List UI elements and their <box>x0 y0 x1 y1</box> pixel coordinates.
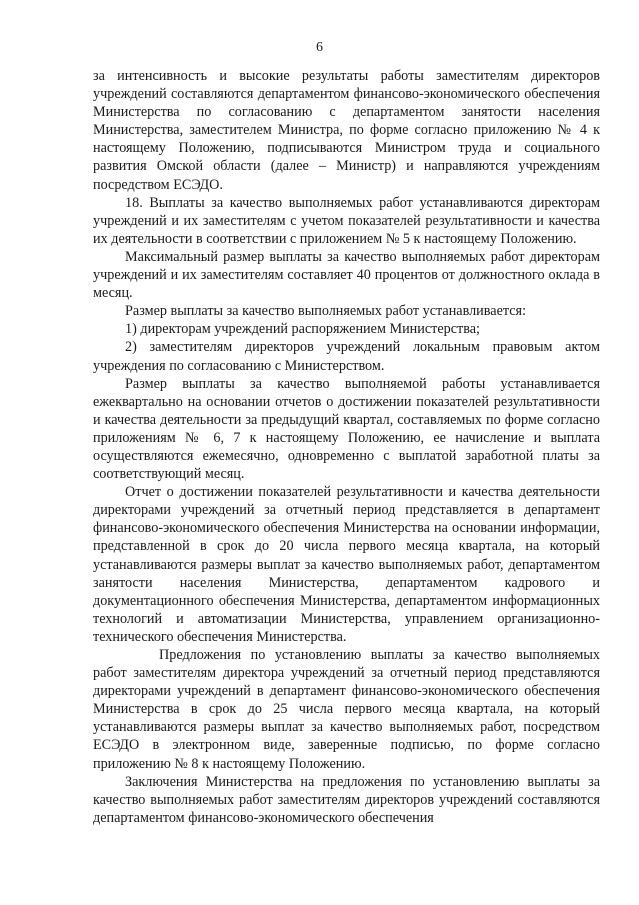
paragraph-report: Отчет о достижении показателей результативности и качества деятельности директорами учреждений за отчетный период представляется в департамент финансово-экономического обеспечения Министерства на основании информации, представленной в срок до 20 числа первого месяца квартала, на который устанавливаются размеры выплат за качество выполняемых работ, департаментом занятости населения Министерства, департаментом кадрового и документационного обеспечения Министерства, департаментом информационных технологий и автоматизации Министерства, управлением организационно-технического обеспечения Министерства. <box>93 484 600 645</box>
paragraph-continuation: за интенсивность и высокие результаты работы заместителям директоров учреждений составляются департаментом финансово-экономического обеспечения Министерства по согласованию с департаментом занятости населения Министерства, заместителем Министра, по форме согласно приложению № 4 к настоящему Положению, подписываются Министром труда и социального развития Омской области (далее – Министр) и направляются учреждениям посредством ЕСЭДО. <box>93 68 600 193</box>
paragraph-payment-established: Размер выплаты за качество выполняемых работ устанавливается: <box>125 303 527 320</box>
paragraph-proposals: Предложения по установлению выплаты за качество выполняемых работ заместителям директора учреждений за отчетный период представляются директорами учреждений в департамент финансово-экономического обеспечения Министерства в срок до 25 числа первого месяца квартала, на который устанавливаются размеры выплат за качество выполняемых работ, посредством ЕСЭДО в электронном виде, заверенные подписью, по форме согласно приложению № 8 к настоящему Положению. <box>93 647 600 772</box>
page-number: 6 <box>316 40 323 55</box>
paragraph-quarterly: Размер выплаты за качество выполняемой работы устанавливается ежеквартально на основании отчетов о достижении показателей результативности и качества деятельности за предыдущий квартал, составляемых по форме согласно приложениям № 6, 7 к настоящему Положению, ее начисление и выплата осуществляются ежемесячно, одновременно с выплатой заработной платы за соответствующий месяц. <box>93 375 600 483</box>
list-item-deputies: 2) заместителям директоров учреждений локальным правовым актом учреждения по согласованию с Министерством. <box>93 339 600 374</box>
paragraph-conclusions: Заключения Министерства на предложения по установлению выплаты за качество выполняемых работ заместителям директоров учреждений составляются департаментом финансово-экономического обеспечения <box>93 773 600 826</box>
paragraph-max-payment: Максимальный размер выплаты за качество выполняемых работ директорам учреждений и их заместителям составляет 40 процентов от должностного оклада в месяц. <box>93 248 600 302</box>
paragraph-item-18: 18. Выплаты за качество выполняемых работ устанавливаются директорам учреждений и их заместителям с учетом показателей результативности и качества их деятельности в соответствии с приложением № 5 к настоящему Положению. <box>93 194 600 247</box>
list-item-directors: 1) директорам учреждений распоряжением Министерства; <box>125 321 480 338</box>
document-body <box>93 67 600 827</box>
